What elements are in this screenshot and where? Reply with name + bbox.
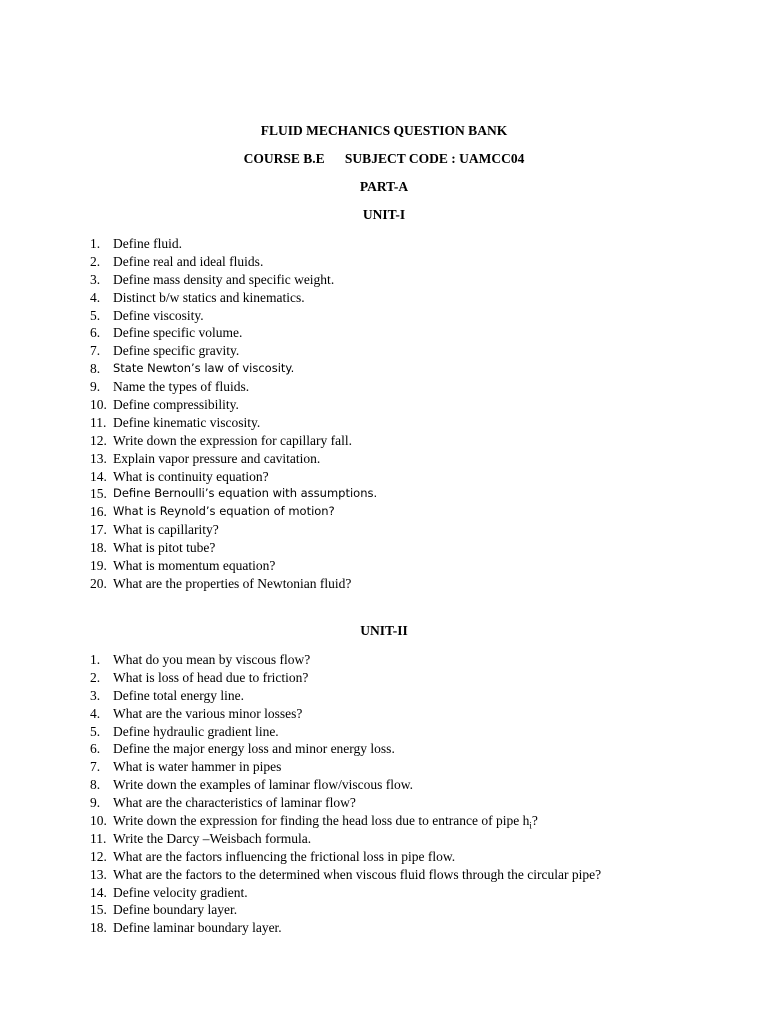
question-text <box>113 396 239 414</box>
question-item <box>90 271 730 289</box>
question-item <box>90 432 730 450</box>
question-number: 7. <box>90 343 101 359</box>
question-text <box>113 432 352 450</box>
question-number: 14. <box>90 884 107 900</box>
question-item <box>90 669 730 687</box>
question-text-main: Write down the expression for finding the head loss due to entrance of pipe h <box>113 813 530 829</box>
question-number: 15. <box>90 486 107 502</box>
question-text <box>113 557 275 575</box>
question-text-main: Explain vapor pressure and cavitation. <box>113 450 321 466</box>
question-number: 2. <box>90 669 101 685</box>
question-item <box>90 414 730 432</box>
question-text <box>113 414 260 432</box>
question-item <box>90 342 730 360</box>
question-text-main: What is loss of head due to friction? <box>113 669 309 685</box>
question-text <box>113 848 455 866</box>
question-number: 5. <box>90 723 101 739</box>
question-item <box>90 901 730 919</box>
question-text <box>113 705 302 723</box>
question-number: 11. <box>90 414 107 430</box>
question-item <box>90 848 730 866</box>
question-text <box>113 901 237 919</box>
question-item <box>90 253 730 271</box>
question-item <box>90 687 730 705</box>
question-text-main: What is Reynold’s equation of motion? <box>113 504 335 519</box>
question-text-main: Distinct b/w statics and kinematics. <box>113 289 305 305</box>
question-text <box>113 450 320 468</box>
question-number: 2. <box>90 253 101 269</box>
question-item <box>90 794 730 812</box>
question-text <box>113 919 282 937</box>
question-number: 13. <box>90 450 107 466</box>
question-item <box>90 776 730 794</box>
question-number: 4. <box>90 705 101 721</box>
question-number: 9. <box>90 379 101 395</box>
question-text <box>113 289 305 307</box>
course-line: COURSE B.E SUBJECT CODE : UAMCC04 <box>243 151 525 166</box>
question-text-main: What is capillarity? <box>113 522 219 538</box>
question-item <box>90 705 730 723</box>
question-text <box>113 503 335 521</box>
question-text <box>113 253 263 271</box>
question-number: 7. <box>90 759 101 775</box>
question-number: 8. <box>90 777 101 793</box>
question-text-main: Define velocity gradient. <box>113 884 248 900</box>
question-text-suffix: ? <box>531 813 538 829</box>
question-item <box>90 360 730 378</box>
question-item <box>90 468 730 486</box>
question-item <box>90 651 730 669</box>
question-number: 16. <box>90 504 107 520</box>
question-text-main: Define specific volume. <box>113 325 243 341</box>
question-number: 6. <box>90 741 101 757</box>
question-text <box>113 521 219 539</box>
question-text-main: Define mass density and specific weight. <box>113 271 335 287</box>
question-number: 3. <box>90 687 101 703</box>
question-text <box>113 794 356 812</box>
question-text <box>113 866 601 884</box>
question-number: 15. <box>90 902 107 918</box>
question-item <box>90 866 730 884</box>
question-item <box>90 396 730 414</box>
question-text <box>113 575 351 593</box>
question-text-main: Name the types of fluids. <box>113 379 250 395</box>
document-title: FLUID MECHANICS QUESTION BANK <box>260 123 508 138</box>
question-number: 6. <box>90 325 101 341</box>
question-text-main: What do you mean by viscous flow? <box>113 652 311 667</box>
question-number: 14. <box>90 468 107 484</box>
question-item <box>90 830 730 848</box>
part-heading: PART-A <box>359 179 409 194</box>
question-number: 1. <box>90 652 101 667</box>
question-text-main: Define laminar boundary layer. <box>113 920 282 936</box>
question-text <box>113 884 248 902</box>
question-text-main: Define compressibility. <box>113 397 239 413</box>
question-text-main: What are the properties of Newtonian fluid? <box>113 575 352 591</box>
question-text-main: Define viscosity. <box>113 307 204 323</box>
question-text-main: Define kinematic viscosity. <box>113 414 261 430</box>
question-number: 20. <box>90 575 107 591</box>
question-item <box>90 557 730 575</box>
question-text-main: What are the characteristics of laminar flow? <box>113 795 356 811</box>
question-text <box>113 651 310 669</box>
question-number: 12. <box>90 848 107 864</box>
question-text <box>113 342 239 360</box>
question-item <box>90 485 730 503</box>
question-item <box>90 503 730 521</box>
question-number: 10. <box>90 813 107 829</box>
question-text-main: What are the factors influencing the frictional loss in pipe flow. <box>113 848 456 864</box>
question-text <box>113 307 204 325</box>
question-text-main: What are the factors to the determined when viscous fluid flows through the circular pipe? <box>113 866 602 882</box>
question-item <box>90 289 730 307</box>
question-item <box>90 758 730 776</box>
question-text-main: What is continuity equation? <box>113 468 269 484</box>
question-text-main: Define fluid. <box>113 236 182 251</box>
question-text-main: What is momentum equation? <box>113 558 276 574</box>
question-number: 17. <box>90 522 107 538</box>
question-item <box>90 740 730 758</box>
question-text-main: Define the major energy loss and minor energy loss. <box>113 741 395 757</box>
unit2-heading: UNIT-II <box>360 623 408 638</box>
unit1-heading: UNIT-I <box>362 207 406 222</box>
question-number: 18. <box>90 540 107 556</box>
question-text <box>113 740 395 758</box>
question-text <box>113 669 308 687</box>
question-text-main: What is pitot tube? <box>113 540 216 556</box>
question-subscript: i <box>529 820 532 831</box>
question-number: 9. <box>90 795 101 811</box>
question-number: 13. <box>90 866 107 882</box>
unit2-question-list <box>90 651 730 937</box>
question-number: 1. <box>90 236 101 251</box>
question-item <box>90 884 730 902</box>
question-text-main: What are the various minor losses? <box>113 705 303 721</box>
question-item <box>90 235 730 253</box>
question-text-main: What is water hammer in pipes <box>113 759 282 775</box>
question-text <box>113 812 538 830</box>
question-number: 8. <box>90 361 101 377</box>
question-item <box>90 723 730 741</box>
question-number: 4. <box>90 289 101 305</box>
question-text <box>113 687 244 705</box>
question-number: 12. <box>90 432 107 448</box>
question-text-main: Write down the expression for capillary fall. <box>113 432 352 448</box>
question-item <box>90 307 730 325</box>
question-text-main: Define Bernoulli’s equation with assumptions. <box>113 486 378 501</box>
question-text <box>113 830 311 848</box>
question-text-main: Define hydraulic gradient line. <box>113 723 279 739</box>
question-text <box>113 539 215 557</box>
question-text <box>113 776 413 794</box>
question-text-main: Define real and ideal fluids. <box>113 253 264 269</box>
question-text <box>113 758 281 776</box>
question-item <box>90 324 730 342</box>
question-item <box>90 919 730 937</box>
question-item <box>90 575 730 593</box>
question-text-main: State Newton’s law of viscosity. <box>113 361 295 376</box>
question-text <box>113 360 294 378</box>
question-text-main: Define specific gravity. <box>113 343 240 359</box>
question-item <box>90 539 730 557</box>
question-text <box>113 235 182 253</box>
question-text-main: Define boundary layer. <box>113 902 238 918</box>
question-number: 11. <box>90 830 107 846</box>
question-text <box>113 485 377 503</box>
question-item <box>90 378 730 396</box>
question-item <box>90 812 730 830</box>
question-text <box>113 723 279 741</box>
question-text <box>113 468 269 486</box>
question-number: 3. <box>90 271 101 287</box>
question-item <box>90 450 730 468</box>
question-number: 18. <box>90 920 107 936</box>
question-number: 5. <box>90 307 101 323</box>
question-number: 10. <box>90 397 107 413</box>
unit1-question-list <box>90 235 730 593</box>
question-text <box>113 324 242 342</box>
question-text <box>113 378 249 396</box>
question-text <box>113 271 334 289</box>
question-text-main: Write the Darcy –Weisbach formula. <box>113 830 312 846</box>
question-number: 19. <box>90 558 107 574</box>
question-text-main: Write down the examples of laminar flow/viscous flow. <box>113 777 414 793</box>
question-text-main: Define total energy line. <box>113 687 244 703</box>
question-item <box>90 521 730 539</box>
